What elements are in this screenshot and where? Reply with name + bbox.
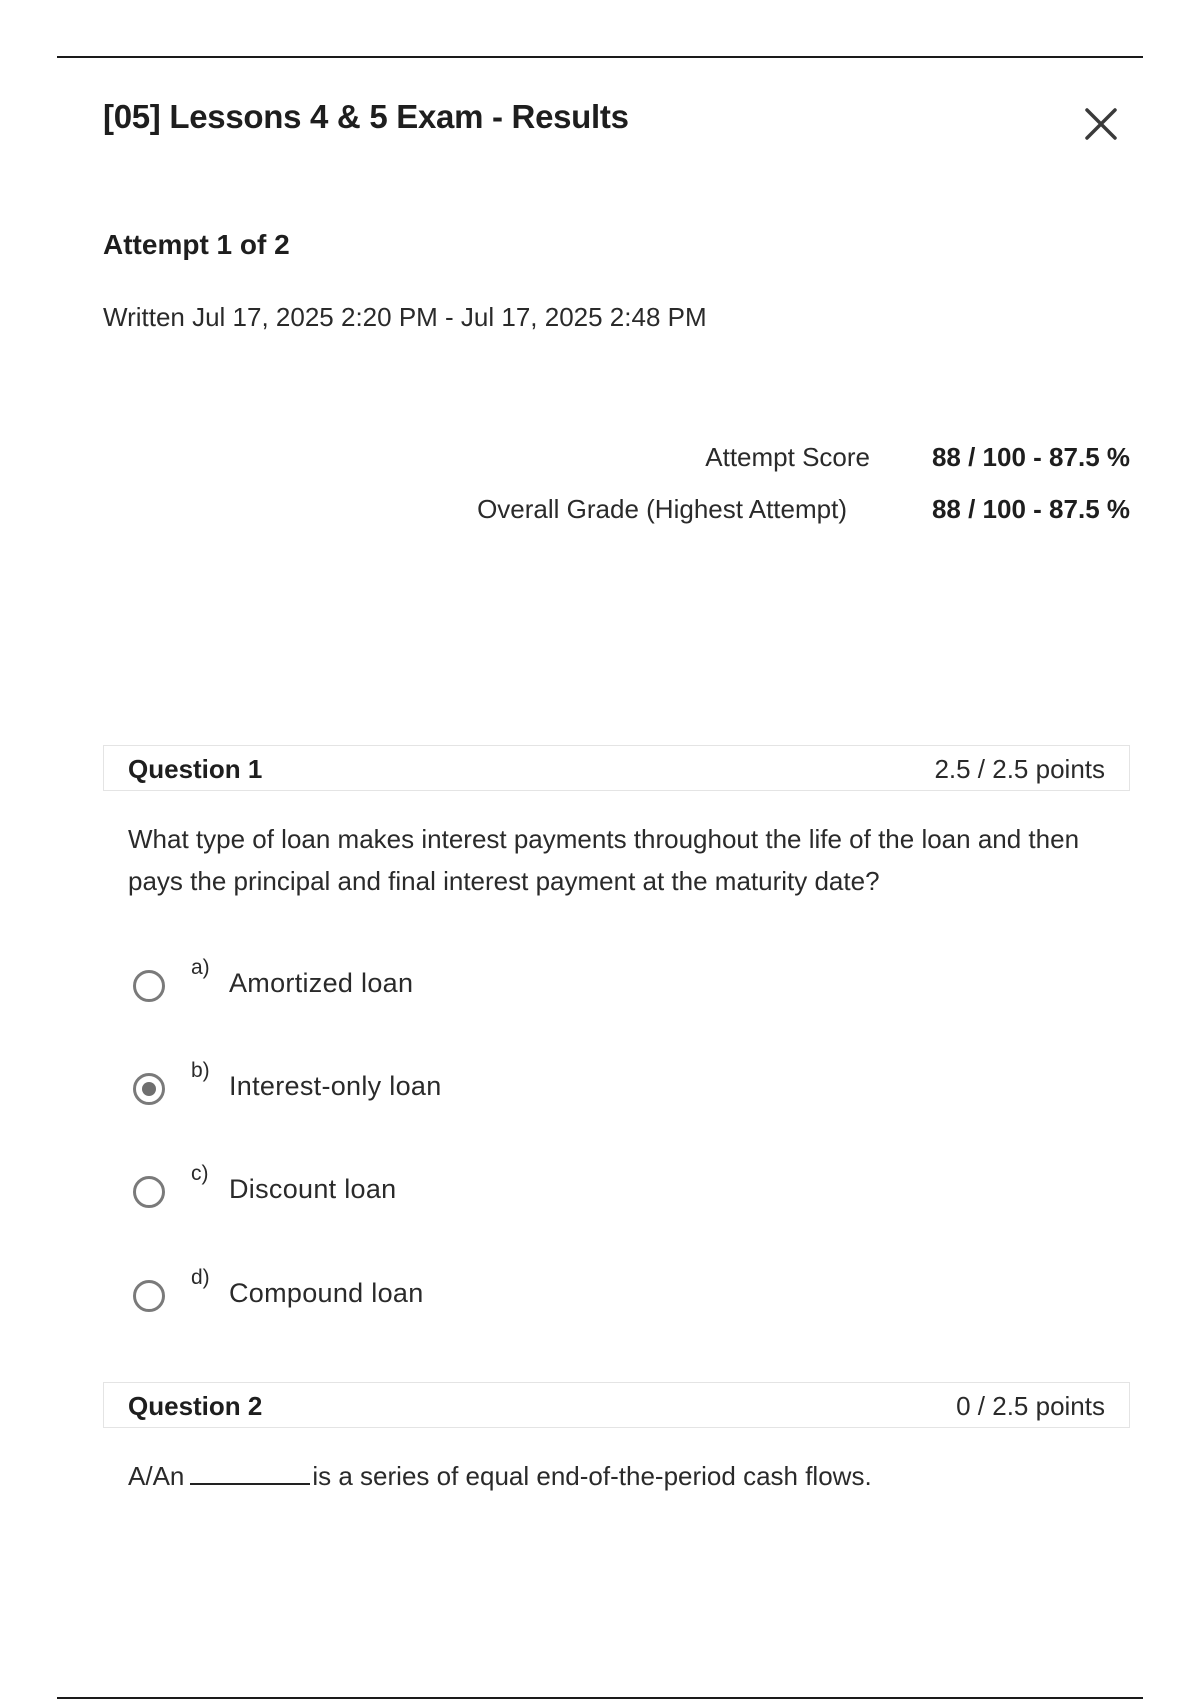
radio-button[interactable] bbox=[133, 970, 165, 1002]
radio-button[interactable] bbox=[133, 1176, 165, 1208]
attempt-score-label: Attempt Score bbox=[705, 442, 870, 472]
attempt-score-value: 88 / 100 - 87.5 % bbox=[931, 442, 1130, 472]
option-letter: c) bbox=[191, 1162, 209, 1185]
top-divider bbox=[57, 56, 1143, 58]
question-1-option-a[interactable] bbox=[133, 958, 733, 1002]
attempt-label: Attempt 1 of 2 bbox=[103, 229, 290, 260]
attempt-score-row bbox=[300, 442, 1130, 478]
question-2-text bbox=[128, 1455, 1118, 1497]
radio-button-selected[interactable] bbox=[133, 1073, 165, 1105]
question-1-option-c[interactable] bbox=[133, 1164, 733, 1208]
question-2-title: Question 2 bbox=[128, 1391, 263, 1421]
overall-grade-row bbox=[300, 494, 1130, 530]
overall-grade-value: 88 / 100 - 87.5 % bbox=[931, 494, 1130, 524]
option-label: Amortized loan bbox=[229, 968, 414, 998]
written-timestamp: Written Jul 17, 2025 2:20 PM - Jul 17, 2025 2:48 PM bbox=[103, 302, 707, 332]
option-label: Compound loan bbox=[229, 1278, 424, 1308]
option-label: Discount loan bbox=[229, 1174, 397, 1204]
option-label: Interest-only loan bbox=[229, 1071, 442, 1101]
question-1-points: 2.5 / 2.5 points bbox=[934, 754, 1105, 784]
question-1-header bbox=[103, 745, 1130, 791]
question-1-text: What type of loan makes interest payments throughout the life of the loan and then pays the principal and final interest payment at the maturity date? bbox=[128, 824, 1080, 896]
question-1-option-d[interactable] bbox=[133, 1268, 733, 1312]
radio-button[interactable] bbox=[133, 1280, 165, 1312]
question-2-text-after: is a series of equal end-of-the-period cash flows. bbox=[312, 1461, 872, 1491]
close-button[interactable] bbox=[1080, 103, 1122, 145]
question-2-header bbox=[103, 1382, 1130, 1428]
option-letter: a) bbox=[191, 956, 210, 979]
option-letter: d) bbox=[191, 1266, 210, 1289]
question-1-title: Question 1 bbox=[128, 754, 263, 784]
close-icon bbox=[1080, 103, 1122, 145]
option-letter: b) bbox=[191, 1059, 210, 1082]
question-1-option-b[interactable] bbox=[133, 1061, 733, 1105]
bottom-divider bbox=[57, 1697, 1143, 1699]
question-2-text-before: A/An bbox=[128, 1461, 185, 1491]
fill-in-blank bbox=[190, 1459, 310, 1485]
question-2-points: 0 / 2.5 points bbox=[956, 1391, 1105, 1421]
overall-grade-label: Overall Grade (Highest Attempt) bbox=[477, 494, 847, 524]
page-title: [05] Lessons 4 & 5 Exam - Results bbox=[103, 98, 629, 135]
